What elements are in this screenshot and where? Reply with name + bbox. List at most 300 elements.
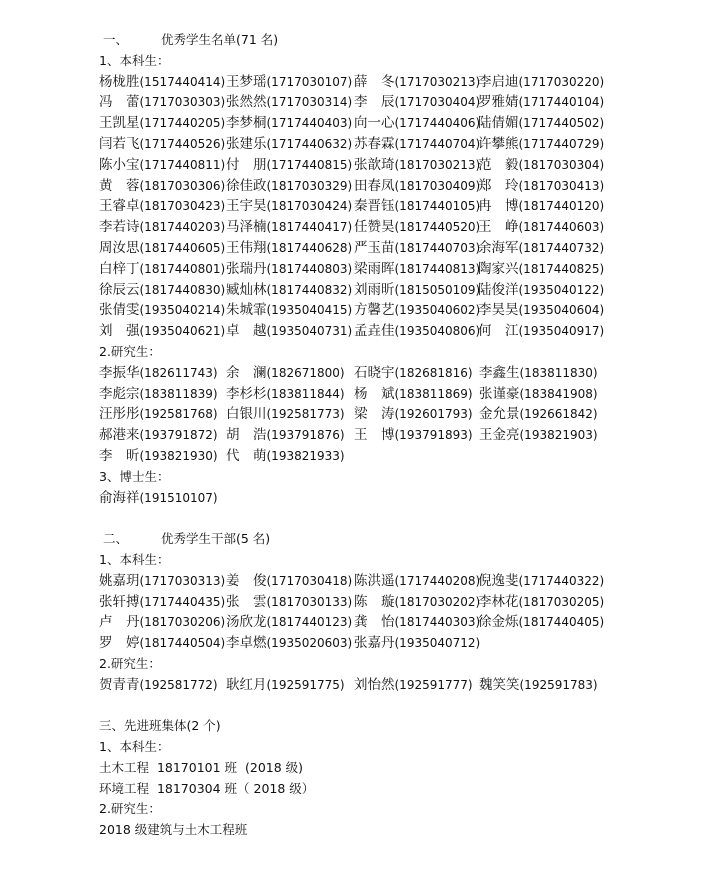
- student-entry: [479, 384, 598, 405]
- student-name: 耿红月: [226, 676, 267, 693]
- student-entry: [226, 176, 354, 197]
- student-entry: [354, 592, 481, 613]
- student-name: 李梦桐: [226, 115, 267, 132]
- student-entry: [226, 134, 354, 155]
- student-id: (1717440205): [139, 116, 226, 131]
- student-name: 龚 怡: [354, 614, 395, 631]
- student-name: 李 辰: [354, 94, 395, 111]
- student-name: 徐辰云: [99, 281, 140, 298]
- student-id: (1817030423): [139, 199, 226, 214]
- student-name: 严玉苗: [354, 239, 395, 256]
- student-name: 陶家兴: [478, 260, 519, 277]
- student-id: (1817440123): [266, 615, 353, 630]
- name-row: [99, 425, 639, 446]
- student-name: 王金亮: [479, 427, 520, 444]
- student-entry: [99, 425, 226, 446]
- class-entry: 2018 级建筑与土木工程班: [99, 822, 248, 838]
- student-name: 王 峥: [478, 219, 519, 236]
- student-entry: [354, 300, 481, 321]
- student-entry: [354, 363, 479, 384]
- student-id: (1717440704): [394, 136, 481, 151]
- student-entry: [99, 488, 226, 509]
- student-entry: [354, 72, 481, 93]
- student-entry: [226, 155, 354, 176]
- name-row: [99, 196, 639, 217]
- student-name: 黄 蓉: [99, 177, 140, 194]
- student-name: 周汝思: [99, 239, 140, 256]
- student-id: (1935040731): [266, 324, 353, 339]
- student-entry: [99, 592, 226, 613]
- student-name: 贺青青: [99, 676, 140, 693]
- student-name: 孟垚佳: [354, 323, 395, 340]
- student-entry: [354, 113, 481, 134]
- student-entry: [354, 134, 481, 155]
- student-name: 王梦瑶: [226, 73, 267, 90]
- student-id: (1717440502): [518, 116, 605, 131]
- student-name: 刘怡然: [354, 676, 395, 693]
- student-id: (1717440435): [139, 594, 226, 609]
- name-row: [99, 259, 639, 280]
- student-name: 苏春霖: [354, 135, 395, 152]
- student-id: (1817030329): [266, 178, 353, 193]
- student-id: (1935040806): [394, 324, 481, 339]
- student-entry: [354, 675, 479, 696]
- student-entry: [99, 363, 226, 384]
- student-name: 杨栊胜: [99, 73, 140, 90]
- student-name: 张轩搏: [99, 593, 140, 610]
- student-entry: [478, 259, 604, 280]
- student-entry: [99, 155, 226, 176]
- student-entry: [478, 571, 604, 592]
- student-id: (183841908): [519, 386, 598, 401]
- name-row: [99, 113, 639, 134]
- group-label: 1、本科生：: [99, 551, 170, 567]
- student-id: (1935040122): [518, 282, 605, 297]
- section-heading: 三、先进班集体(2 个): [99, 718, 221, 734]
- student-id: (182671800): [266, 365, 345, 380]
- student-name: 杨 斌: [354, 385, 395, 402]
- student-entry: [99, 196, 226, 217]
- student-name: 张瑞丹: [226, 260, 267, 277]
- student-entry: [226, 300, 354, 321]
- group-label: 1、本科生：: [99, 739, 170, 755]
- student-id: (1935040917): [518, 324, 605, 339]
- student-entry: [478, 155, 604, 176]
- student-id: (192591783): [519, 677, 598, 692]
- student-entry: [354, 321, 481, 342]
- student-id: (1717030404): [394, 95, 481, 110]
- student-entry: [226, 196, 354, 217]
- name-row: [99, 384, 639, 405]
- name-row: [99, 592, 639, 613]
- student-name: 臧灿林: [226, 281, 267, 298]
- name-row: [99, 633, 639, 654]
- name-row: [99, 571, 639, 592]
- student-entry: [354, 404, 479, 425]
- student-name: 向一心: [354, 115, 395, 132]
- student-id: (1817440628): [266, 240, 353, 255]
- student-name: 何 江: [478, 323, 519, 340]
- student-entry: [99, 238, 226, 259]
- student-entry: [354, 92, 481, 113]
- student-entry: [99, 280, 226, 301]
- student-name: 郝港来: [99, 427, 140, 444]
- student-entry: [478, 217, 604, 238]
- class-entry: 环境工程 18170304 班（ 2018 级）: [99, 780, 315, 796]
- student-entry: [478, 238, 604, 259]
- student-name: 任赞昊: [354, 219, 395, 236]
- student-name: 罗雅婧: [478, 94, 519, 111]
- student-id: (1717030107): [266, 74, 353, 89]
- section-title: 优秀学生干部(5 名): [161, 531, 271, 547]
- student-entry: [478, 280, 604, 301]
- student-id: (1817030202): [394, 594, 481, 609]
- student-name: 俞海祥: [99, 489, 140, 506]
- student-name: 刘雨昕: [354, 281, 395, 298]
- student-entry: [479, 675, 598, 696]
- student-id: (1817440405): [518, 615, 605, 630]
- student-name: 卓 越: [226, 323, 267, 340]
- student-name: 倪逸斐: [478, 572, 519, 589]
- student-id: (193821933): [266, 448, 345, 463]
- student-entry: [478, 72, 604, 93]
- student-id: (1817030409): [394, 178, 481, 193]
- student-name: 李启迪: [478, 73, 519, 90]
- student-id: (1817440732): [518, 240, 605, 255]
- student-id: (1817440803): [266, 261, 353, 276]
- student-name: 代 萌: [226, 447, 267, 464]
- student-id: (1935040604): [518, 303, 605, 318]
- name-row: [99, 72, 639, 93]
- student-name: 石晓宇: [354, 364, 395, 381]
- student-id: (1817440504): [139, 636, 226, 651]
- student-id: (182611743): [139, 365, 218, 380]
- student-entry: [226, 446, 354, 467]
- student-entry: [226, 280, 354, 301]
- student-entry: [478, 92, 604, 113]
- student-name: 李彪宗: [99, 385, 140, 402]
- student-id: (1817030213): [394, 157, 481, 172]
- student-id: (1817440832): [266, 282, 353, 297]
- student-entry: [226, 675, 354, 696]
- student-id: (1817030424): [266, 199, 353, 214]
- student-name: 范 毅: [478, 156, 519, 173]
- student-id: (1817030206): [139, 615, 226, 630]
- student-entry: [99, 675, 226, 696]
- student-entry: [99, 217, 226, 238]
- student-entry: [479, 404, 598, 425]
- student-name: 方馨艺: [354, 302, 395, 319]
- student-entry: [478, 196, 604, 217]
- student-entry: [478, 592, 604, 613]
- student-name: 姜 俊: [226, 572, 267, 589]
- student-id: (1817440830): [139, 282, 226, 297]
- name-row: [99, 176, 639, 197]
- student-id: (1817440813): [394, 261, 481, 276]
- student-entry: [478, 134, 604, 155]
- student-name: 冯 蕾: [99, 94, 140, 111]
- name-row: [99, 321, 639, 342]
- student-id: (1717440406): [394, 116, 481, 131]
- student-id: (1935040214): [139, 303, 226, 318]
- student-entry: [226, 217, 354, 238]
- student-name: 余 澜: [226, 364, 267, 381]
- student-entry: [478, 321, 604, 342]
- student-entry: [226, 425, 354, 446]
- student-entry: [99, 72, 226, 93]
- student-name: 张倩雯: [99, 302, 140, 319]
- student-name: 田春凤: [354, 177, 395, 194]
- student-entry: [226, 259, 354, 280]
- student-name: 张建乐: [226, 135, 267, 152]
- student-name: 李昊昊: [478, 302, 519, 319]
- student-name: 李卓燃: [226, 635, 267, 652]
- student-name: 汤欣龙: [226, 614, 267, 631]
- student-name: 魏笑笑: [479, 676, 520, 693]
- section-heading: [99, 529, 639, 550]
- student-name: 李杉杉: [226, 385, 267, 402]
- student-entry: [99, 404, 226, 425]
- student-id: (1935040621): [139, 324, 226, 339]
- student-name: 张然然: [226, 94, 267, 111]
- student-id: (183811830): [519, 365, 598, 380]
- student-entry: [226, 633, 354, 654]
- student-entry: [99, 612, 226, 633]
- student-name: 张嘉丹: [354, 635, 395, 652]
- student-entry: [99, 113, 226, 134]
- student-entry: [354, 196, 481, 217]
- student-id: (1817440703): [394, 240, 481, 255]
- group-label: 2.研究生：: [99, 655, 161, 671]
- section-heading: [99, 30, 639, 51]
- student-id: (192581772): [139, 677, 218, 692]
- section-number: 一、: [103, 32, 129, 47]
- student-name: 陆俊洋: [478, 281, 519, 298]
- student-id: (1817030133): [266, 594, 353, 609]
- student-id: (192591777): [394, 677, 473, 692]
- student-name: 李振华: [99, 364, 140, 381]
- student-id: (1517440414): [139, 74, 226, 89]
- name-row: [99, 92, 639, 113]
- student-entry: [478, 176, 604, 197]
- section-title: 优秀学生名单(71 名): [161, 32, 279, 47]
- student-entry: [99, 259, 226, 280]
- student-entry: [226, 384, 354, 405]
- name-row: [99, 217, 639, 238]
- name-row: [99, 363, 639, 384]
- student-name: 闫若飞: [99, 135, 140, 152]
- student-id: (1717030418): [266, 573, 353, 588]
- student-name: 白梓丁: [99, 260, 140, 277]
- student-entry: [354, 217, 481, 238]
- student-id: (1935040602): [394, 303, 481, 318]
- student-name: 秦晋钰: [354, 198, 395, 215]
- student-entry: [226, 92, 354, 113]
- student-id: (1817030304): [518, 157, 605, 172]
- student-entry: [99, 134, 226, 155]
- student-id: (1717030213): [394, 74, 481, 89]
- name-row: [99, 446, 639, 467]
- student-entry: [479, 425, 598, 446]
- student-entry: [99, 300, 226, 321]
- student-entry: [354, 612, 481, 633]
- student-id: (1717440322): [518, 573, 605, 588]
- student-name: 梁雨晖: [354, 260, 395, 277]
- student-id: (192581773): [266, 407, 345, 422]
- student-name: 郑 玲: [478, 177, 519, 194]
- student-id: (193821930): [139, 448, 218, 463]
- student-id: (1817440801): [139, 261, 226, 276]
- student-entry: [99, 176, 226, 197]
- student-id: (191510107): [139, 490, 218, 505]
- student-name: 付 朋: [226, 156, 267, 173]
- student-id: (1817030306): [139, 178, 226, 193]
- student-id: (192601793): [394, 407, 473, 422]
- group-label: 2.研究生：: [99, 343, 161, 359]
- group-label: 3、博士生：: [99, 468, 170, 484]
- student-id: (183811839): [139, 386, 218, 401]
- section-number: 二、: [103, 531, 129, 547]
- student-id: (1717030313): [139, 573, 226, 588]
- student-entry: [354, 259, 481, 280]
- student-id: (192581768): [139, 407, 218, 422]
- student-entry: [354, 176, 481, 197]
- student-id: (192591775): [266, 677, 345, 692]
- student-id: (1817440605): [139, 240, 226, 255]
- student-id: (193791893): [394, 428, 473, 443]
- student-entry: [354, 425, 479, 446]
- student-id: (1815050109): [394, 282, 481, 297]
- student-name: 罗 婷: [99, 635, 140, 652]
- student-name: 卢 丹: [99, 614, 140, 631]
- student-name: 王宇昊: [226, 198, 267, 215]
- student-name: 姚嘉玥: [99, 572, 140, 589]
- student-id: (1717440811): [139, 157, 226, 172]
- student-id: (192661842): [519, 407, 598, 422]
- student-id: (1717440104): [518, 95, 605, 110]
- student-id: (1717440815): [266, 157, 353, 172]
- student-id: (1717440632): [266, 136, 353, 151]
- student-id: (1817440203): [139, 220, 226, 235]
- student-entry: [226, 72, 354, 93]
- name-row: [99, 300, 639, 321]
- student-entry: [354, 571, 481, 592]
- student-name: 李 昕: [99, 447, 140, 464]
- student-id: (193791872): [139, 428, 218, 443]
- student-entry: [226, 404, 354, 425]
- student-name: 张 雲: [226, 593, 267, 610]
- student-name: 徐佳政: [226, 177, 267, 194]
- student-name: 陈小宝: [99, 156, 140, 173]
- student-name: 陈 璇: [354, 593, 395, 610]
- award-document: [99, 30, 639, 841]
- student-entry: [226, 321, 354, 342]
- blank-line: [99, 696, 639, 717]
- student-entry: [226, 363, 354, 384]
- student-id: (1817440417): [266, 220, 353, 235]
- student-entry: [478, 113, 604, 134]
- student-name: 余海军: [478, 239, 519, 256]
- student-id: (193791876): [266, 428, 345, 443]
- student-entry: [226, 238, 354, 259]
- student-id: (1717440729): [518, 136, 605, 151]
- student-id: (1717030314): [266, 95, 353, 110]
- student-name: 李林花: [478, 593, 519, 610]
- blank-line: [99, 508, 639, 529]
- group-label: 1、本科生：: [99, 52, 170, 68]
- student-name: 许攀熊: [478, 135, 519, 152]
- name-row: [99, 404, 639, 425]
- student-id: (183811869): [394, 386, 473, 401]
- student-id: (1817440120): [518, 199, 605, 214]
- student-id: (1817440303): [394, 615, 481, 630]
- student-entry: [226, 571, 354, 592]
- student-entry: [354, 384, 479, 405]
- student-id: (1935040712): [394, 636, 481, 651]
- student-name: 金允景: [479, 406, 520, 423]
- student-entry: [479, 363, 598, 384]
- student-name: 马泽楠: [226, 219, 267, 236]
- name-row: [99, 675, 639, 696]
- student-name: 薛 冬: [354, 73, 395, 90]
- student-id: (1817440603): [518, 220, 605, 235]
- group-label: 2.研究生：: [99, 801, 161, 817]
- student-id: (1717440208): [394, 573, 481, 588]
- student-entry: [99, 321, 226, 342]
- student-id: (1817440825): [518, 261, 605, 276]
- student-name: 王凯星: [99, 115, 140, 132]
- student-name: 王伟翔: [226, 239, 267, 256]
- student-id: (1935040415): [266, 303, 353, 318]
- student-entry: [226, 113, 354, 134]
- student-id: (1817440105): [394, 199, 481, 214]
- name-row: [99, 134, 639, 155]
- student-id: (183811844): [266, 386, 345, 401]
- student-name: 刘 强: [99, 323, 140, 340]
- student-entry: [226, 612, 354, 633]
- student-name: 冉 博: [478, 198, 519, 215]
- student-id: (1717440403): [266, 116, 353, 131]
- student-name: 李鑫生: [479, 364, 520, 381]
- student-entry: [354, 155, 481, 176]
- class-entry: 土木工程 18170101 班 (2018 级): [99, 759, 304, 775]
- name-row: [99, 155, 639, 176]
- student-name: 朱城霏: [226, 302, 267, 319]
- student-name: 王 博: [354, 427, 395, 444]
- student-name: 徐金烁: [478, 614, 519, 631]
- name-row: [99, 238, 639, 259]
- student-entry: [99, 446, 226, 467]
- student-name: 梁 涛: [354, 406, 395, 423]
- student-name: 张歆琦: [354, 156, 395, 173]
- student-name: 陆倩媚: [478, 115, 519, 132]
- student-entry: [354, 633, 481, 654]
- student-name: 胡 浩: [226, 427, 267, 444]
- name-row: [99, 488, 639, 509]
- student-id: (1817030413): [518, 178, 605, 193]
- student-id: (1817030205): [518, 594, 605, 609]
- student-name: 李若诗: [99, 219, 140, 236]
- student-entry: [99, 633, 226, 654]
- student-name: 汪彤彤: [99, 406, 140, 423]
- student-id: (1717030303): [139, 95, 226, 110]
- student-entry: [99, 384, 226, 405]
- student-entry: [354, 238, 481, 259]
- student-name: 张谨豪: [479, 385, 520, 402]
- student-id: (193821903): [519, 428, 598, 443]
- student-entry: [226, 592, 354, 613]
- student-id: (182681816): [394, 365, 473, 380]
